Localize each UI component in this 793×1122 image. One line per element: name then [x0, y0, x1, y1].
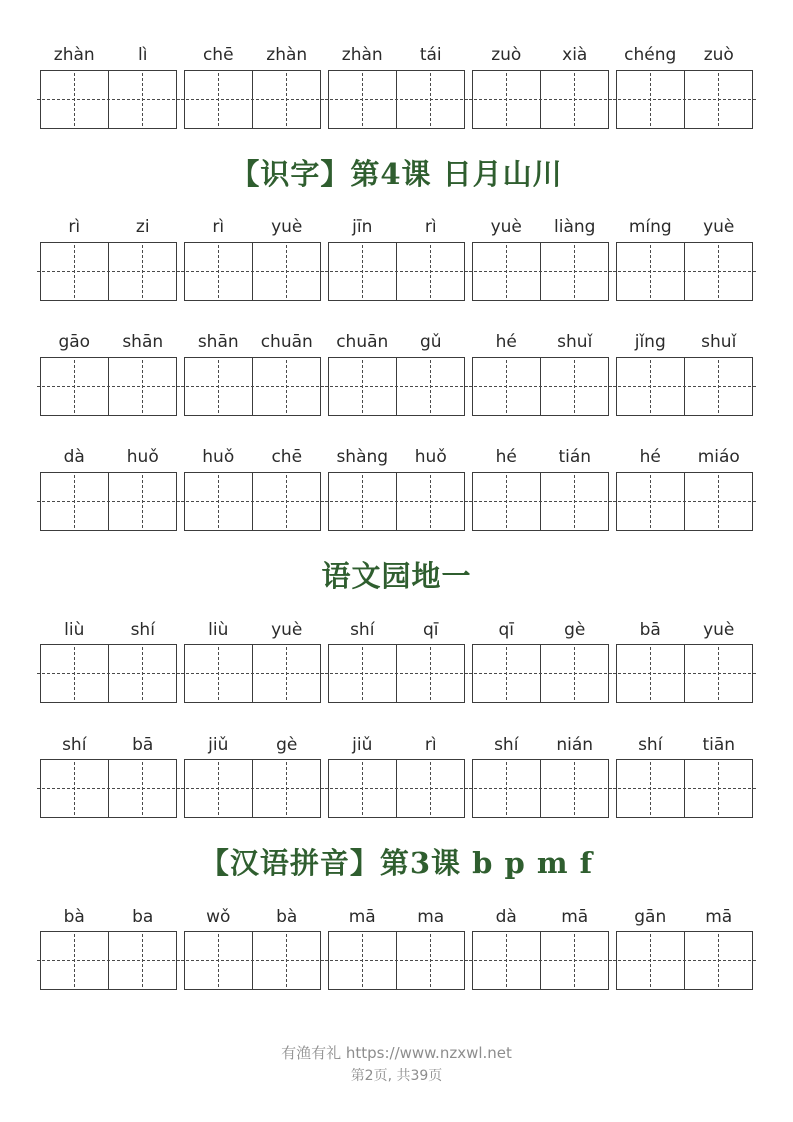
character-grid-cell [329, 358, 396, 415]
character-grid-cell [41, 932, 108, 989]
word-group [616, 901, 753, 990]
character-box [328, 472, 465, 531]
character-box [616, 242, 753, 301]
pinyin-line [472, 729, 609, 754]
pinyin-label: jīn [352, 217, 373, 238]
pinyin-line [40, 442, 177, 467]
section-heading: 【汉语拼音】第3课 b p m f [199, 846, 594, 881]
pinyin-label: chuān [336, 332, 389, 353]
character-box [472, 931, 609, 990]
pinyin-label: shí [638, 734, 663, 755]
section-heading: 【识字】第4课 日月山川 [230, 157, 563, 191]
character-grid-cell [108, 932, 176, 989]
character-grid-cell [617, 473, 684, 530]
character-grid-cell [473, 473, 540, 530]
character-box [616, 357, 753, 416]
character-box [472, 357, 609, 416]
character-grid-cell [540, 358, 608, 415]
character-grid-cell [252, 71, 320, 128]
word-group [616, 729, 753, 818]
pinyin-line [328, 729, 465, 754]
pinyin-label: wǒ [206, 906, 231, 927]
character-grid-cell [252, 932, 320, 989]
pinyin-label: tián [558, 447, 592, 468]
pinyin-line [616, 729, 753, 754]
pinyin-line [184, 614, 321, 639]
pinyin-label: shí [62, 734, 87, 755]
character-grid-cell [329, 760, 396, 817]
pinyin-label: dà [495, 906, 517, 927]
pinyin-label: ba [132, 906, 154, 927]
pinyin-label: gǔ [419, 332, 442, 353]
pinyin-label: liù [64, 619, 85, 640]
character-grid-cell [473, 645, 540, 702]
character-box [616, 70, 753, 129]
pinyin-line [472, 327, 609, 352]
pinyin-label: shàng [336, 447, 389, 468]
character-grid-cell [41, 243, 108, 300]
character-box [616, 472, 753, 531]
pinyin-line [328, 212, 465, 237]
pinyin-label: miáo [697, 447, 740, 468]
character-grid-cell [329, 473, 396, 530]
word-group [328, 40, 465, 129]
character-box [328, 759, 465, 818]
pinyin-label: shí [494, 734, 519, 755]
character-box [616, 759, 753, 818]
pinyin-label: zuò [703, 45, 734, 66]
pinyin-label: zuò [491, 45, 522, 66]
character-box [184, 759, 321, 818]
character-grid-cell [617, 358, 684, 415]
character-grid-cell [252, 473, 320, 530]
pinyin-label: rì [212, 217, 225, 238]
character-grid-cell [684, 358, 752, 415]
word-group [184, 40, 321, 129]
word-group [184, 212, 321, 301]
pinyin-label: yuè [703, 619, 735, 640]
pinyin-line [472, 442, 609, 467]
pinyin-label: yuè [490, 217, 522, 238]
character-grid-cell [108, 760, 176, 817]
character-grid-cell [185, 358, 252, 415]
character-grid-cell [108, 243, 176, 300]
character-grid-cell [396, 645, 464, 702]
word-row [0, 40, 793, 129]
pinyin-line [328, 442, 465, 467]
pinyin-line [40, 901, 177, 926]
word-group [472, 442, 609, 531]
pinyin-label: yuè [271, 217, 303, 238]
word-group [328, 442, 465, 531]
character-grid-cell [617, 760, 684, 817]
character-grid-cell [252, 243, 320, 300]
pinyin-label: gān [634, 906, 667, 927]
pinyin-line [184, 901, 321, 926]
word-group [328, 729, 465, 818]
pinyin-line [184, 40, 321, 65]
pinyin-label: shuǐ [701, 332, 737, 353]
character-grid-cell [329, 243, 396, 300]
pinyin-label: ma [417, 906, 445, 927]
word-group [184, 442, 321, 531]
pinyin-label: mā [561, 906, 589, 927]
word-group [40, 729, 177, 818]
pinyin-label: gè [564, 619, 586, 640]
pinyin-line [616, 212, 753, 237]
character-grid-cell [540, 71, 608, 128]
character-grid-cell [252, 645, 320, 702]
character-grid-cell [108, 358, 176, 415]
pinyin-line [328, 327, 465, 352]
pinyin-line [472, 614, 609, 639]
pinyin-label: chuān [260, 332, 313, 353]
word-group [472, 212, 609, 301]
character-grid-cell [540, 645, 608, 702]
character-grid-cell [684, 760, 752, 817]
word-row [0, 614, 793, 703]
character-grid-cell [540, 473, 608, 530]
word-group [472, 901, 609, 990]
character-box [184, 472, 321, 531]
pinyin-label: qī [498, 619, 514, 640]
character-grid-cell [396, 243, 464, 300]
character-grid-cell [684, 71, 752, 128]
pinyin-label: tiān [702, 734, 736, 755]
character-box [40, 357, 177, 416]
word-group [328, 212, 465, 301]
pinyin-label: tái [419, 45, 442, 66]
character-grid-cell [473, 932, 540, 989]
pinyin-label: gè [276, 734, 298, 755]
page-footer [0, 1042, 793, 1085]
character-grid-cell [540, 932, 608, 989]
character-box [184, 357, 321, 416]
character-grid-cell [396, 473, 464, 530]
character-grid-cell [617, 932, 684, 989]
word-group [328, 901, 465, 990]
character-grid-cell [329, 932, 396, 989]
footer-page-number: 第2页, 共39页 [350, 1068, 443, 1084]
character-grid-cell [185, 932, 252, 989]
pinyin-line [328, 901, 465, 926]
character-grid-cell [41, 358, 108, 415]
pinyin-label: nián [556, 734, 594, 755]
character-grid-cell [41, 71, 108, 128]
character-box [328, 357, 465, 416]
pinyin-label: chē [271, 447, 303, 468]
character-box [184, 70, 321, 129]
pinyin-label: zhàn [341, 45, 383, 66]
word-group [616, 614, 753, 703]
pinyin-line [616, 40, 753, 65]
section-heading: 语文园地一 [321, 559, 472, 594]
word-group [616, 327, 753, 416]
pinyin-label: huǒ [202, 447, 235, 468]
character-grid-cell [329, 645, 396, 702]
character-grid-cell [617, 243, 684, 300]
pinyin-label: rì [424, 734, 437, 755]
word-row [0, 212, 793, 301]
pinyin-line [184, 729, 321, 754]
word-group [328, 614, 465, 703]
character-grid-cell [473, 358, 540, 415]
pinyin-label: hé [495, 332, 517, 353]
pinyin-line [184, 442, 321, 467]
pinyin-label: jǐng [634, 332, 666, 353]
pinyin-label: rì [68, 217, 81, 238]
word-group [40, 327, 177, 416]
pinyin-label: dà [63, 447, 85, 468]
character-box [40, 931, 177, 990]
pinyin-label: rì [424, 217, 437, 238]
character-box [472, 70, 609, 129]
character-grid-cell [684, 645, 752, 702]
pinyin-line [40, 212, 177, 237]
word-group [184, 614, 321, 703]
pinyin-label: jiǔ [352, 734, 373, 755]
pinyin-line [184, 212, 321, 237]
pinyin-label: chē [202, 45, 234, 66]
character-grid-cell [617, 645, 684, 702]
pinyin-line [616, 442, 753, 467]
pinyin-label: shān [197, 332, 239, 353]
pinyin-label: lì [138, 45, 148, 66]
character-grid-cell [252, 760, 320, 817]
character-grid-cell [396, 71, 464, 128]
pinyin-line [328, 614, 465, 639]
pinyin-label: míng [628, 217, 672, 238]
character-box [472, 644, 609, 703]
pinyin-label: hé [639, 447, 661, 468]
character-grid-cell [473, 71, 540, 128]
word-group [472, 327, 609, 416]
word-row [0, 729, 793, 818]
pinyin-label: bà [63, 906, 85, 927]
character-grid-cell [185, 645, 252, 702]
word-group [40, 212, 177, 301]
character-box [616, 931, 753, 990]
footer-site-line: 有渔有礼 https://www.nzxwl.net [281, 1044, 512, 1062]
character-grid-cell [185, 243, 252, 300]
character-box [472, 759, 609, 818]
character-grid-cell [396, 358, 464, 415]
character-grid-cell [473, 760, 540, 817]
character-box [328, 70, 465, 129]
word-group [472, 40, 609, 129]
pinyin-label: huǒ [414, 447, 447, 468]
pinyin-label: zi [135, 217, 150, 238]
character-grid-cell [684, 243, 752, 300]
pinyin-label: qī [422, 619, 439, 640]
character-grid-cell [684, 932, 752, 989]
pinyin-line [40, 40, 177, 65]
character-grid-cell [396, 932, 464, 989]
pinyin-label: liàng [554, 217, 596, 238]
character-grid-cell [540, 760, 608, 817]
word-row [0, 327, 793, 416]
word-group [184, 729, 321, 818]
character-box [40, 472, 177, 531]
pinyin-label: shí [350, 619, 375, 640]
character-box [184, 242, 321, 301]
character-grid-cell [540, 243, 608, 300]
word-group [40, 442, 177, 531]
character-grid-cell [473, 243, 540, 300]
word-group [328, 327, 465, 416]
pinyin-label: liù [208, 619, 229, 640]
word-group [472, 614, 609, 703]
character-grid-cell [396, 760, 464, 817]
character-grid-cell [41, 760, 108, 817]
character-grid-cell [684, 473, 752, 530]
character-box [616, 644, 753, 703]
word-group [40, 40, 177, 129]
character-box [328, 644, 465, 703]
pinyin-label: bà [276, 906, 298, 927]
word-group [472, 729, 609, 818]
word-row [0, 901, 793, 990]
word-group [184, 327, 321, 416]
character-box [472, 242, 609, 301]
pinyin-label: mā [348, 906, 376, 927]
pinyin-line [616, 614, 753, 639]
pinyin-line [40, 729, 177, 754]
word-group [616, 212, 753, 301]
character-grid-cell [185, 760, 252, 817]
character-box [184, 931, 321, 990]
pinyin-line [472, 212, 609, 237]
character-box [328, 242, 465, 301]
pinyin-label: yuè [703, 217, 735, 238]
pinyin-line [472, 901, 609, 926]
word-row [0, 442, 793, 531]
pinyin-line [184, 327, 321, 352]
character-grid-cell [329, 71, 396, 128]
character-box [328, 931, 465, 990]
pinyin-label: shuǐ [557, 332, 593, 353]
character-grid-cell [108, 645, 176, 702]
character-grid-cell [185, 71, 252, 128]
word-group [616, 442, 753, 531]
character-box [40, 242, 177, 301]
character-box [40, 644, 177, 703]
worksheet-body [0, 40, 793, 990]
character-grid-cell [252, 358, 320, 415]
pinyin-label: jiǔ [208, 734, 229, 755]
pinyin-line [616, 327, 753, 352]
character-grid-cell [41, 645, 108, 702]
pinyin-label: chéng [624, 45, 677, 66]
pinyin-line [40, 327, 177, 352]
pinyin-line [40, 614, 177, 639]
pinyin-label: shān [122, 332, 164, 353]
character-box [40, 70, 177, 129]
pinyin-label: zhàn [53, 45, 95, 66]
pinyin-line [472, 40, 609, 65]
pinyin-label: gāo [58, 332, 91, 353]
word-group [184, 901, 321, 990]
character-grid-cell [617, 71, 684, 128]
character-grid-cell [108, 473, 176, 530]
pinyin-label: yuè [271, 619, 303, 640]
pinyin-label: huǒ [126, 447, 159, 468]
pinyin-line [616, 901, 753, 926]
pinyin-label: zhàn [266, 45, 308, 66]
pinyin-label: bā [639, 619, 661, 640]
character-box [40, 759, 177, 818]
character-grid-cell [108, 71, 176, 128]
character-box [472, 472, 609, 531]
pinyin-label: shí [130, 619, 155, 640]
word-group [40, 901, 177, 990]
pinyin-line [328, 40, 465, 65]
character-box [184, 644, 321, 703]
word-group [40, 614, 177, 703]
pinyin-label: xià [562, 45, 588, 66]
pinyin-label: bā [132, 734, 154, 755]
character-grid-cell [41, 473, 108, 530]
character-grid-cell [185, 473, 252, 530]
pinyin-label: hé [495, 447, 517, 468]
pinyin-label: mā [705, 906, 733, 927]
word-group [616, 40, 753, 129]
